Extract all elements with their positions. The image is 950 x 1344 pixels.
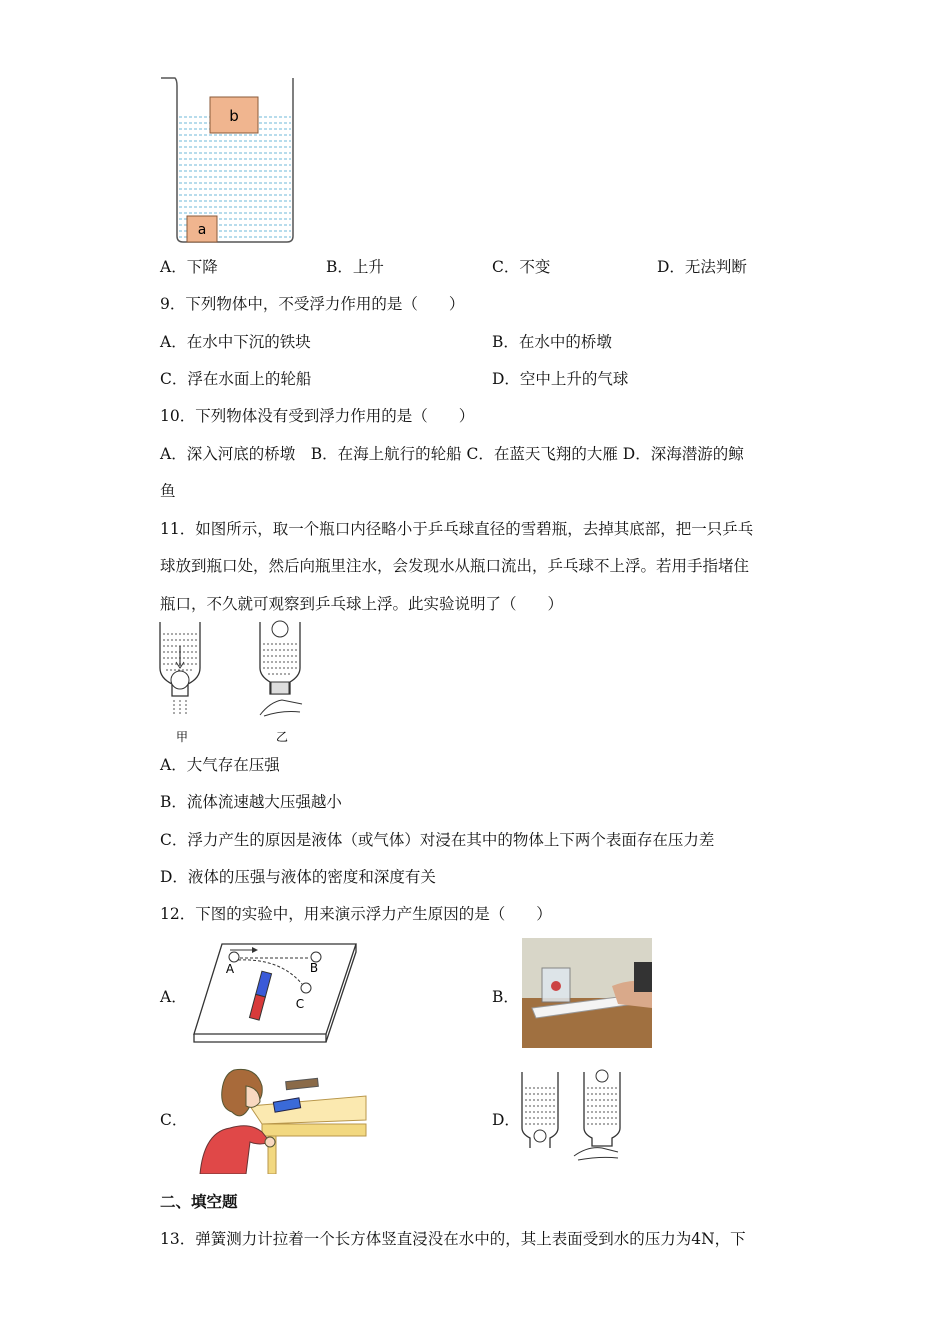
svg-text:甲: 甲: [175, 730, 189, 744]
svg-text:乙: 乙: [275, 730, 289, 744]
q12-option-a-label[interactable]: A．: [160, 988, 187, 1006]
q11-stem-line2: 球放到瓶口处，然后向瓶里注水，会发现水从瓶口流出，乒乓球不上浮。若用手指堵住: [160, 557, 750, 575]
q11-stem-line1: 11．如图所示，取一个瓶口内径略小于乒乓球直径的雪碧瓶，去掉其底部，把一只乒乓: [160, 520, 754, 538]
svg-text:b: b: [229, 107, 239, 125]
q11-option-c[interactable]: C．浮力产生的原因是液体（或气体）对浸在其中的物体上下两个表面存在压力差: [160, 831, 715, 849]
q12-figure-d[interactable]: [518, 1068, 628, 1168]
q9-option-d[interactable]: D．空中上升的气球: [492, 370, 629, 388]
q10-options[interactable]: A．深入河底的桥墩 B．在海上航行的轮船 C．在蓝天飞翔的大雁 D．深海潜游的鲸: [160, 445, 744, 463]
q8-option-d[interactable]: D．无法判断: [657, 258, 747, 276]
q13-stem: 13．弹簧测力计拉着一个长方体竖直浸没在水中的，其上表面受到水的压力为4N，下: [160, 1230, 746, 1248]
q9-option-a[interactable]: A．在水中下沉的铁块: [160, 333, 311, 351]
q12-option-b-label[interactable]: B．: [492, 988, 519, 1006]
q12-option-c-label[interactable]: C．: [160, 1111, 188, 1129]
q8-option-b[interactable]: B．上升: [326, 258, 384, 276]
q8-option-c[interactable]: C．不变: [492, 258, 551, 276]
q9-stem: 9．下列物体中，不受浮力作用的是（ ）: [160, 295, 465, 313]
q12-figure-c[interactable]: [190, 1062, 370, 1174]
q11-stem-line3: 瓶口，不久就可观察到乒乓球上浮。此实验说明了（ ）: [160, 595, 564, 613]
q10-options-wrap: 鱼: [160, 482, 176, 500]
svg-text:a: a: [197, 222, 207, 238]
q11-option-a[interactable]: A．大气存在压强: [160, 756, 280, 774]
section-title-fill-in: 二、填空题: [160, 1192, 238, 1211]
q12-figure-a[interactable]: [190, 940, 360, 1048]
q10-stem: 10．下列物体没有受到浮力作用的是（ ）: [160, 407, 475, 425]
svg-text:B: B: [309, 961, 319, 975]
q12-option-d-label[interactable]: D．: [492, 1111, 520, 1129]
q8-beaker-figure: [155, 70, 305, 248]
svg-text:C: C: [295, 997, 305, 1011]
q11-bottle-figure: [152, 620, 312, 748]
q8-option-a[interactable]: A．下降: [160, 258, 218, 276]
svg-text:A: A: [225, 962, 235, 976]
q11-option-b[interactable]: B．流体流速越大压强越小: [160, 793, 342, 811]
q11-option-d[interactable]: D．液体的压强与液体的密度和深度有关: [160, 868, 436, 886]
q12-figure-b[interactable]: [522, 938, 652, 1048]
q9-option-c[interactable]: C．浮在水面上的轮船: [160, 370, 312, 388]
q12-stem: 12．下图的实验中，用来演示浮力产生原因的是（ ）: [160, 905, 552, 923]
q9-option-b[interactable]: B．在水中的桥墩: [492, 333, 612, 351]
